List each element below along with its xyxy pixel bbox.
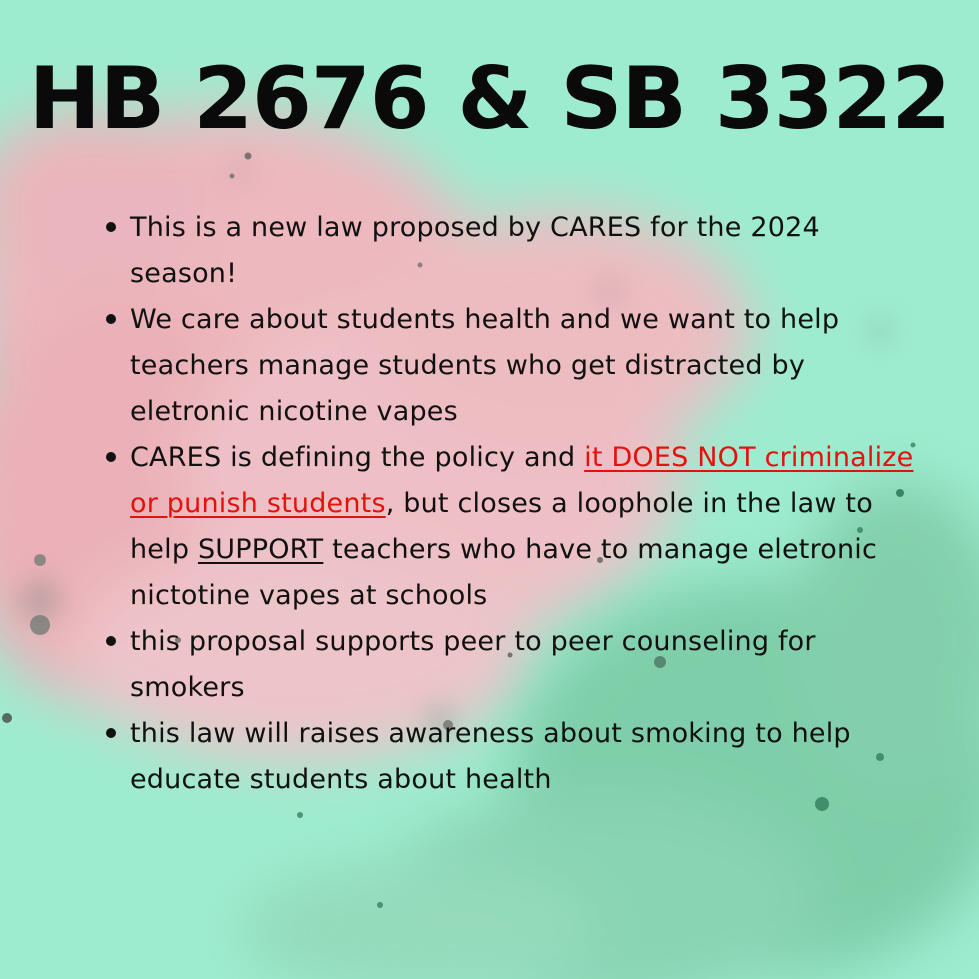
bullet-text-after: teachers who have to manage eletronic nictotine vapes at schools xyxy=(130,534,878,611)
list-item xyxy=(104,619,914,711)
list-item xyxy=(104,205,914,297)
list-item xyxy=(104,711,914,803)
bullet-text-middle: , but closes a loophole in the law to help xyxy=(130,488,873,565)
bullet-text: this proposal supports peer to peer counseling for smokers xyxy=(130,626,816,703)
highlighted-red-text: it DOES NOT criminalize or punish students xyxy=(130,442,914,519)
bullet-dot-icon xyxy=(106,452,116,462)
bullet-dot-icon xyxy=(106,728,116,738)
bullet-dot-icon xyxy=(106,222,116,232)
underlined-support-text: SUPPORT xyxy=(197,534,324,565)
bullet-list xyxy=(104,205,914,803)
page-title: HB 2676 & SB 3322 xyxy=(28,49,951,149)
bullet-dot-icon xyxy=(106,636,116,646)
list-item xyxy=(104,297,914,435)
bullet-text: We care about students health and we want to help teachers manage students who get distracted by eletronic nicotine vapes xyxy=(130,304,840,427)
bullet-text-before: CARES is defining the policy and xyxy=(130,442,585,473)
bullet-text: This is a new law proposed by CARES for the 2024 season! xyxy=(130,212,820,289)
bullet-text: this law will raises awareness about smoking to help educate students about health xyxy=(130,718,851,795)
list-item xyxy=(104,435,914,619)
bullet-dot-icon xyxy=(106,314,116,324)
